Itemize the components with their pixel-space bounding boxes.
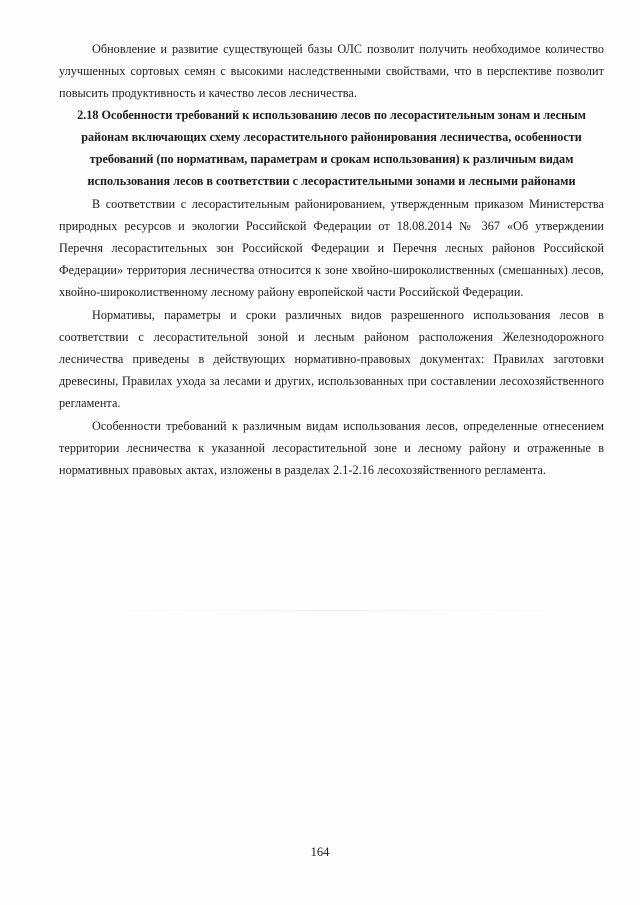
section-heading: 2.18 Особенности требований к использованию лесов по лесорастительным зонам и лесным районам включающих схему лесорастительного районирования лесничества, особенности требований (по нормативам, параметрам и срокам использования) к различным видам использования лесов в соответствии с лесорастительными зонами и лесными районами [77, 108, 586, 188]
intro-paragraph: Обновление и развитие существующей базы ОЛС позволит получить необходимое количество улучшенных сортовых семян с высокими наследственными свойствами, что в перспективе позволит повысить продуктивность и качество лесов лесничества. [59, 42, 604, 100]
page-number: 164 [310, 845, 330, 859]
page-body [59, 38, 604, 481]
zoning-paragraph: В соответствии с лесорастительным районированием, утвержденным приказом Министерства природных ресурсов и экологии Российской Федерации от 18.08.2014 № 367 «Об утверждении Перечня лесорастительных зон Российской Федерации и Перечня лесных районов Российской Федерации» территория лесничества относится к зоне хвойно-широколиственных (смешанных) лесов, хвойно-широколиственному лесному району европейской части Российской Федерации. [59, 197, 604, 299]
scan-artifact [100, 610, 570, 611]
requirements-paragraph: Особенности требований к различным видам использования лесов, определенные отнесением территории лесничества к указанной лесорастительной зоне и лесному району и отраженные в нормативных правовых актах, изложены в разделах 2.1-2.16 лесохозяйственного регламента. [59, 419, 604, 477]
norms-paragraph: Нормативы, параметры и сроки различных видов разрешенного использования лесов в соответствии с лесорастительной зоной и лесным районом расположения Железнодорожного лесничества приведены в действующих нормативно-правовых документах: Правилах заготовки древесины, Правилах ухода за лесами и других, использованных при составлении лесохозяйственного регламента. [59, 308, 604, 410]
